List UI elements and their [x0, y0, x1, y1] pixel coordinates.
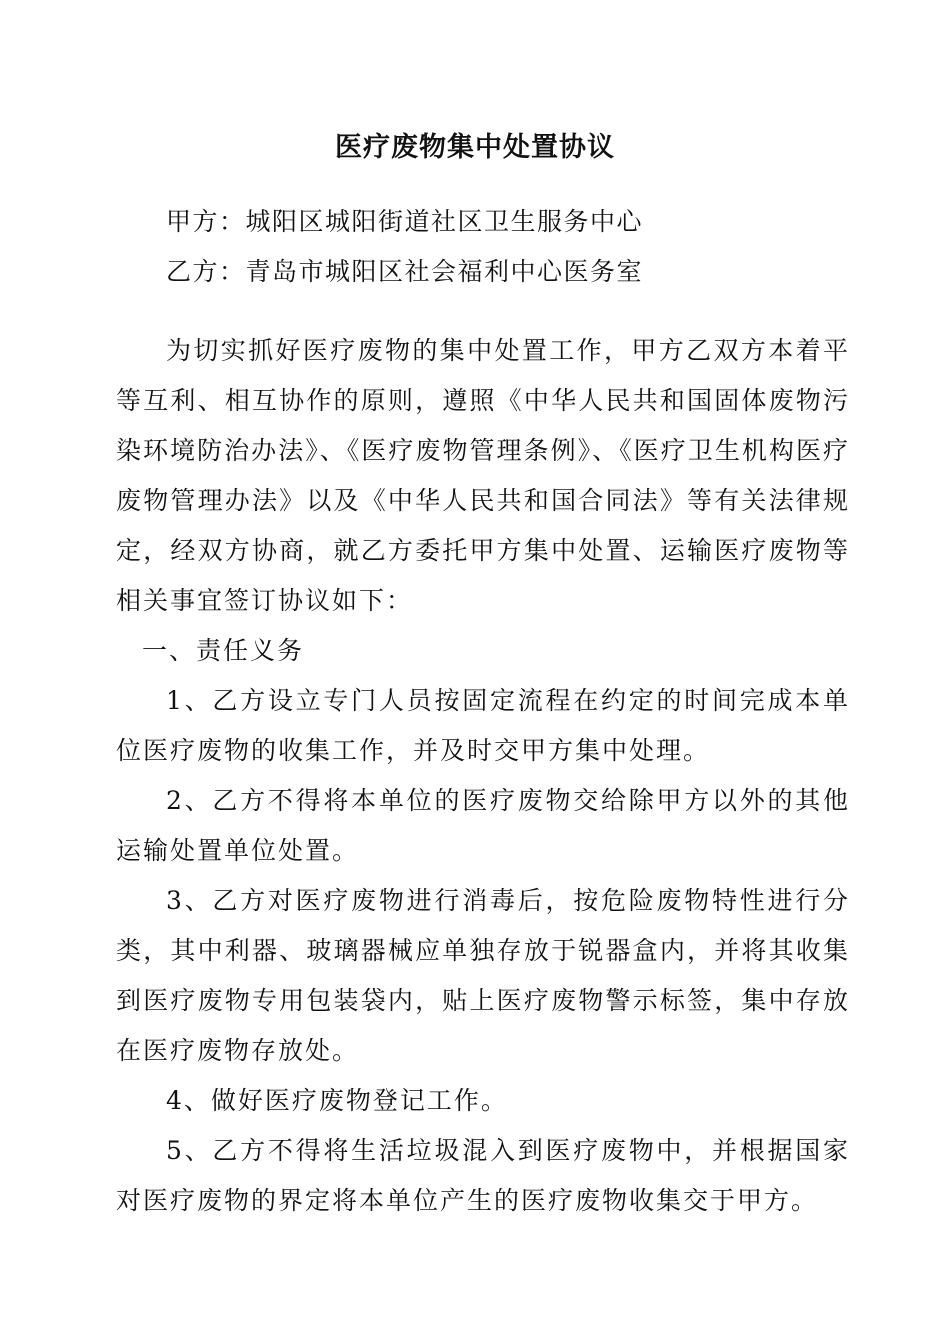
clause-5: 5、乙方不得将生活垃圾混入到医疗废物中，并根据国家对医疗废物的界定将本单位产生的医疗废物收集交于甲方。: [116, 1136, 850, 1215]
section-heading-responsibilities: 一、责任义务: [142, 636, 305, 665]
intro-paragraph: 为切实抓好医疗废物的集中处置工作，甲方乙双方本着平等互利、相互协作的原则，遵照《中华人民共和国固体废物污染环境防治办法》、《医疗废物管理条例》、《医疗卫生机构医疗废物管理办法》以及《中华人民共和国合同法》等有关法律规定，经双方协商，就乙方委托甲方集中处置、运输医疗废物等相关事宜签订协议如下：: [116, 336, 850, 615]
agreement-body: [116, 326, 850, 1226]
party-a-line: 甲方：城阳区城阳街道社区卫生服务中心: [166, 207, 644, 236]
clause-1: 1、乙方设立专门人员按固定流程在约定的时间完成本单位医疗废物的收集工作，并及时交甲方集中处理。: [116, 686, 850, 765]
clause-2: 2、乙方不得将本单位的医疗废物交给除甲方以外的其他运输处置单位处置。: [116, 786, 850, 865]
document-title: 医疗废物集中处置协议: [335, 132, 615, 163]
clause-3: 3、乙方对医疗废物进行消毒后，按危险废物特性进行分类，其中利器、玻璃器械应单独存放于锐器盒内，并将其收集到医疗废物专用包装袋内，贴上医疗废物警示标签，集中存放在医疗废物存放处。: [116, 886, 850, 1065]
party-b-line: 乙方：青岛市城阳区社会福利中心医务室: [166, 257, 644, 286]
clause-4: 4、做好医疗废物登记工作。: [166, 1086, 508, 1115]
